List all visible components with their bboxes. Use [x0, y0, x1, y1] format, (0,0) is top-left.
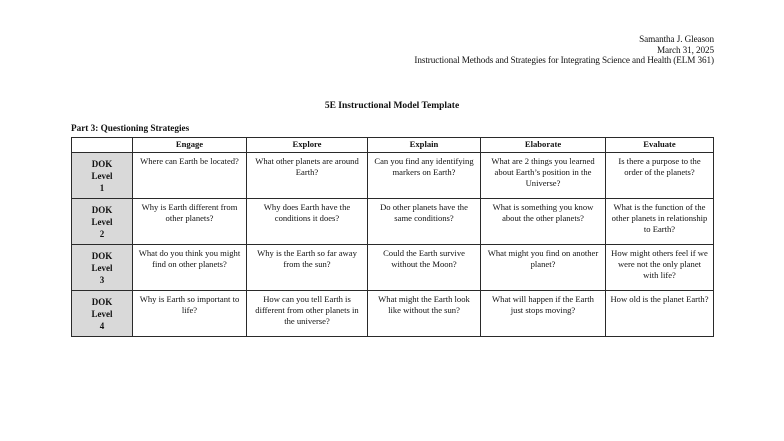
row-label-text: DOK Level [91, 250, 113, 273]
table-cell: Can you find any identifying markers on Earth? [368, 153, 481, 199]
table-cell: Could the Earth survive without the Moon? [368, 245, 481, 291]
row-label-dok-1 [72, 153, 133, 199]
course-title: Instructional Methods and Strategies for Integrating Science and Health (ELM 361) [414, 55, 714, 66]
column-header-evaluate: Evaluate [606, 138, 714, 153]
table-header-row [72, 138, 714, 153]
table-cell: Why is the Earth so far away from the sun? [247, 245, 368, 291]
column-header-elaborate: Elaborate [481, 138, 606, 153]
column-header-explain: Explain [368, 138, 481, 153]
table-corner-cell [72, 138, 133, 153]
table-row [72, 291, 714, 337]
row-label-dok-4 [72, 291, 133, 337]
table-cell: What are 2 things you learned about Earth’s position in the Universe? [481, 153, 606, 199]
table-cell: How can you tell Earth is different from other planets in the universe? [247, 291, 368, 337]
table-cell: Why is Earth different from other planets? [133, 199, 247, 245]
document-header [414, 34, 714, 66]
column-header-explore: Explore [247, 138, 368, 153]
row-label-number: 4 [99, 320, 105, 331]
row-label-number: 1 [99, 182, 105, 193]
column-header-engage: Engage [133, 138, 247, 153]
row-label-number: 3 [99, 274, 105, 285]
table-cell: What is the function of the other planets in relationship to Earth? [606, 199, 714, 245]
table-cell: What might the Earth look like without the sun? [368, 291, 481, 337]
table-cell: Why does Earth have the conditions it does? [247, 199, 368, 245]
table-row [72, 245, 714, 291]
document-title: 5E Instructional Model Template [324, 101, 460, 111]
table-cell: What is something you know about the other planets? [481, 199, 606, 245]
table-cell: Where can Earth be located? [133, 153, 247, 199]
table-row [72, 199, 714, 245]
table-cell: What other planets are around Earth? [247, 153, 368, 199]
table-row [72, 153, 714, 199]
table-cell: What do you think you might find on other planets? [133, 245, 247, 291]
author-name: Samantha J. Gleason [639, 34, 714, 44]
table-cell: Do other planets have the same conditions? [368, 199, 481, 245]
table-cell: What might you find on another planet? [481, 245, 606, 291]
table-cell: What will happen if the Earth just stops moving? [481, 291, 606, 337]
row-label-dok-3 [72, 245, 133, 291]
document-date: March 31, 2025 [656, 44, 714, 55]
section-heading: Part 3: Questioning Strategies [71, 123, 190, 133]
table-cell: Why is Earth so important to life? [133, 291, 247, 337]
row-label-text: DOK Level [91, 296, 113, 319]
table-cell: How old is the planet Earth? [606, 291, 714, 337]
row-label-number: 2 [99, 228, 105, 239]
row-label-text: DOK Level [91, 158, 113, 181]
table-cell: How might others feel if we were not the only planet with life? [606, 245, 714, 291]
row-label-text: DOK Level [91, 204, 113, 227]
table-cell: Is there a purpose to the order of the planets? [606, 153, 714, 199]
questioning-strategies-table [71, 137, 714, 337]
row-label-dok-2 [72, 199, 133, 245]
